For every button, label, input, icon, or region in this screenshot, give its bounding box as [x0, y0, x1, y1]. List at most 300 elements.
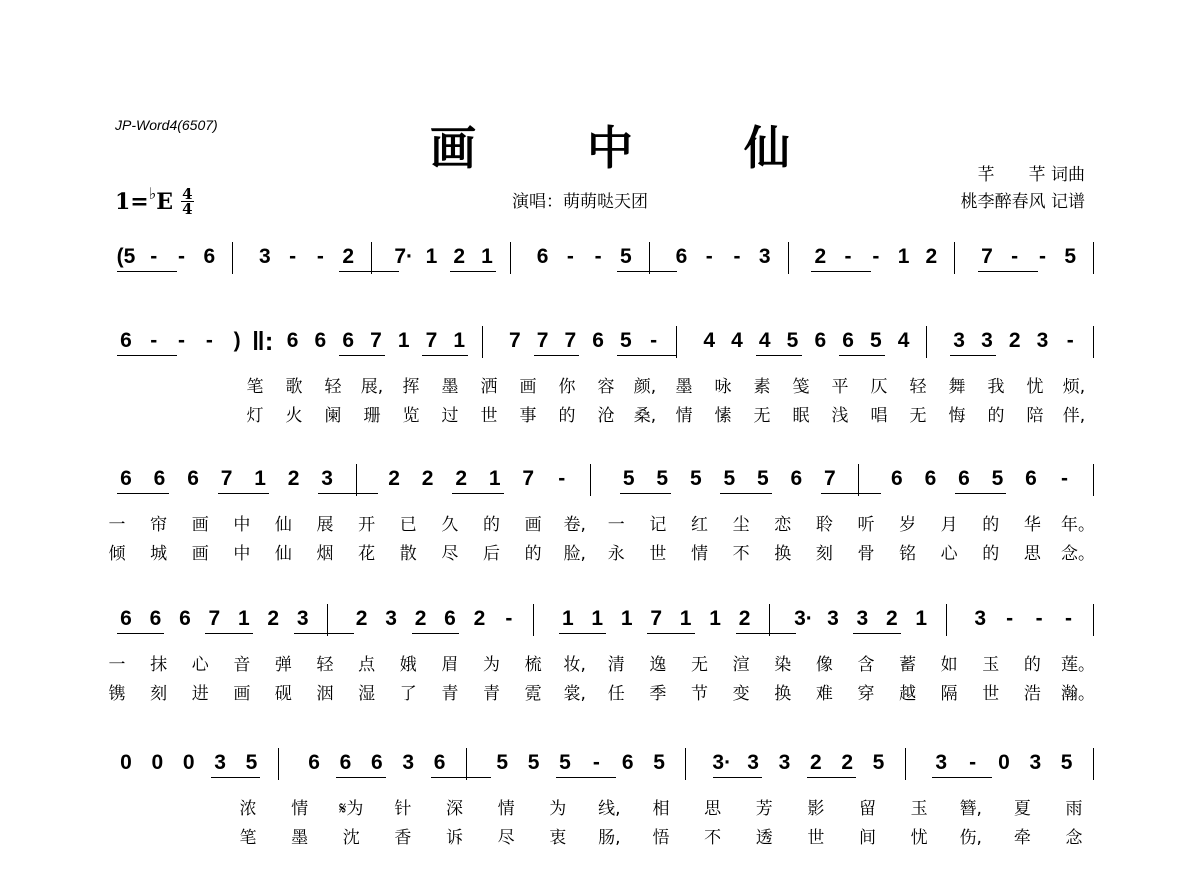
lyric-char: 镌 — [108, 684, 126, 704]
barline — [788, 242, 789, 274]
lyric-char: 霓 — [524, 684, 542, 704]
lyric-char: 情 — [291, 799, 309, 819]
lyric-char: 逸 — [649, 655, 667, 675]
note: 0 — [120, 751, 132, 774]
barline — [905, 748, 906, 780]
lyric-char: 浓 — [239, 799, 257, 819]
lyric-char: 后 — [482, 544, 500, 564]
lyric-char: 中 — [233, 544, 251, 564]
lyric-char: 心 — [940, 544, 958, 564]
dash-note: - — [594, 245, 602, 268]
note: 3 — [385, 607, 397, 630]
time-top: 4 — [182, 185, 193, 203]
transcriber-credit: 桃李醉春风 记谱 — [960, 192, 1085, 212]
beam-line — [811, 271, 871, 272]
barline — [649, 242, 650, 274]
song-title — [430, 112, 790, 178]
singer-credit: 演唱：萌萌哒天团 — [512, 192, 648, 212]
lyric-char: 月 — [940, 515, 958, 535]
barline — [278, 748, 279, 780]
note: 6 — [675, 245, 688, 268]
note: 2 — [421, 467, 434, 490]
beam-line — [955, 493, 1007, 494]
note: 5 — [559, 751, 571, 774]
note: 6 — [339, 751, 352, 774]
beam-line — [720, 493, 772, 494]
title-char: 中 — [587, 121, 633, 175]
note: 1 — [488, 467, 501, 490]
note: 2 — [814, 245, 827, 268]
note: 6 — [153, 467, 166, 490]
lyric-char: 世 — [649, 544, 667, 564]
beam-line — [821, 493, 881, 494]
lyric-char: 抹 — [150, 655, 168, 675]
note: 2 — [287, 467, 300, 490]
note: 3 — [747, 751, 759, 774]
lyric-char: 玉 — [982, 655, 1000, 675]
lyric-char: 弹 — [274, 655, 292, 675]
lyric-char: 情 — [497, 799, 515, 819]
lyric-char: 灯 — [246, 406, 264, 426]
beam-line — [117, 355, 177, 356]
key-prefix: 1= — [115, 188, 149, 215]
lyric-char: 散 — [399, 544, 417, 564]
dash-note: - — [705, 245, 713, 268]
lyric-char: 烦, — [1062, 377, 1086, 397]
dash-note: - — [1035, 607, 1043, 630]
lyric-char: 变 — [732, 684, 750, 704]
note: 1 — [679, 607, 692, 630]
note: 6 — [342, 329, 354, 352]
note: 2 — [414, 607, 427, 630]
lyric-char: 的 — [982, 544, 1000, 564]
lyric-char: 玉 — [910, 799, 928, 819]
beam-line — [218, 493, 270, 494]
beam-line — [336, 777, 385, 778]
lyric-char: 芳 — [755, 799, 773, 819]
lyric-char: 帘 — [150, 515, 168, 535]
lyric-char: 像 — [815, 655, 833, 675]
lyric-char: 忧 — [910, 828, 928, 848]
dash-note: - — [1066, 329, 1074, 352]
beam-line — [932, 777, 992, 778]
dash-note: - — [1006, 607, 1014, 630]
lyric-char: 平 — [831, 377, 849, 397]
key-note: E — [156, 188, 174, 215]
note: 3 — [1029, 751, 1042, 774]
note: 5 — [245, 751, 258, 774]
note: 3· — [794, 607, 813, 630]
lyric-char: 洇 — [316, 684, 334, 704]
dash-note: - — [558, 467, 566, 490]
note: 5 — [620, 245, 632, 268]
lyric-char: 思 — [704, 799, 722, 819]
note: 6 — [149, 607, 162, 630]
lyric-char: 节 — [691, 684, 709, 704]
lyric-char: 桑, — [633, 406, 657, 426]
note: 2 — [1008, 329, 1021, 352]
note: 3· — [712, 751, 732, 774]
note: 4 — [731, 329, 743, 352]
note: 3 — [856, 607, 869, 630]
lyric-char: 越 — [899, 684, 917, 704]
dash-note: - — [1038, 245, 1046, 268]
lyric-char: 沈 — [342, 828, 360, 848]
note: 6 — [592, 329, 604, 352]
note: 5 — [656, 467, 669, 490]
note: 7 — [564, 329, 577, 352]
lyric-char: 如 — [940, 655, 958, 675]
lyric-char: 穿 — [857, 684, 875, 704]
lyric-char: 洒 — [480, 377, 498, 397]
lyric-char: 浩 — [1023, 684, 1041, 704]
note: 2 — [455, 467, 468, 490]
barline — [1093, 604, 1094, 636]
dash-note: - — [844, 245, 852, 268]
barline — [466, 748, 467, 780]
note: 6 — [444, 607, 456, 630]
barline — [926, 326, 927, 358]
beam-line — [534, 355, 580, 356]
dash-note: - — [316, 245, 324, 268]
barline — [1093, 748, 1094, 780]
lyric-char: 伴, — [1062, 406, 1086, 426]
note: 5 — [653, 751, 665, 774]
lyric-char: 间 — [859, 828, 876, 848]
title-char: 画 — [430, 121, 476, 175]
lyric-char: 一 — [108, 515, 126, 535]
lyric-char: 隔 — [940, 684, 958, 704]
note: 6 — [179, 607, 191, 630]
note: 5 — [1064, 245, 1077, 268]
score-row — [0, 466, 1200, 586]
time-signature — [181, 187, 193, 216]
note: 6 — [924, 467, 937, 490]
note: 3 — [935, 751, 948, 774]
lyric-char: 点 — [358, 655, 376, 675]
lyric-char: 仙 — [274, 544, 292, 564]
note: 2 — [473, 607, 486, 630]
note: 5 — [620, 329, 632, 352]
lyric-char: 情 — [675, 406, 693, 426]
dash-note: - — [650, 329, 658, 352]
lyric-char: 烟 — [316, 544, 334, 564]
lyric-char: 雨 — [1065, 799, 1083, 819]
lyric-char: 展 — [316, 515, 334, 535]
note: 5 — [869, 329, 882, 352]
note: 3 — [214, 751, 226, 774]
note: 5 — [991, 467, 1004, 490]
beam-line — [205, 633, 252, 634]
beam-line — [339, 271, 399, 272]
beam-line — [617, 355, 677, 356]
note: 3 — [321, 467, 333, 490]
lyric-char: 开 — [358, 515, 376, 535]
lyric-char: 墨 — [291, 828, 309, 848]
lyric-char: 裳, — [563, 684, 586, 704]
lyric-char: 尘 — [732, 515, 750, 535]
note: 7· — [394, 245, 414, 268]
note: 6 — [120, 467, 132, 490]
note: 7 — [508, 329, 521, 352]
note: 0 — [998, 751, 1010, 774]
lyric-char: 事 — [519, 406, 537, 426]
lyric-char: 仄 — [870, 377, 888, 397]
lyric-char: 浅 — [831, 406, 849, 426]
lyric-char: 一 — [607, 515, 625, 535]
note: 6 — [120, 329, 132, 352]
note: 4 — [703, 329, 716, 352]
dash-note: - — [1065, 607, 1073, 630]
note: 6 — [891, 467, 903, 490]
barline — [858, 464, 859, 496]
flat-sign: ♭ — [148, 184, 157, 203]
lyric-char: 了 — [399, 684, 417, 704]
beam-line — [853, 633, 900, 634]
lyric-char: 染 — [774, 655, 792, 675]
note: 6 — [286, 329, 299, 352]
barline — [533, 604, 534, 636]
lyric-char: 挥 — [402, 377, 420, 397]
lyric-char: 画 — [233, 684, 251, 704]
lyric-char: 莲。 — [1061, 655, 1095, 675]
note: 6 — [621, 751, 634, 774]
note: 1 — [481, 245, 493, 268]
lyric-char: 任 — [607, 684, 625, 704]
lyric-char: 湿 — [358, 684, 376, 704]
lyric-char: 进 — [191, 684, 209, 704]
lyric-char: 青 — [482, 684, 500, 704]
lyric-char: 恋 — [774, 515, 792, 535]
lyric-char: 悔 — [948, 406, 966, 426]
dash-note: - — [1011, 245, 1019, 268]
lyric-char: 含 — [857, 655, 875, 675]
lyric-char: 唱 — [870, 406, 888, 426]
lyric-char: 脸, — [563, 544, 586, 564]
lyric-char: 画 — [519, 377, 537, 397]
beam-line — [617, 271, 677, 272]
lyric-char: 的 — [558, 406, 576, 426]
lyric-char: 笔 — [246, 377, 264, 397]
lyric-char: 念。 — [1061, 544, 1095, 564]
note: 2 — [809, 751, 822, 774]
note: 1 — [915, 607, 928, 630]
barline — [685, 748, 686, 780]
beam-line — [807, 777, 856, 778]
note: 2 — [388, 467, 400, 490]
lyric-char: 已 — [399, 515, 417, 535]
lyric-char: 渲 — [732, 655, 750, 675]
note: 6 — [203, 245, 216, 268]
lyric-char: 城 — [150, 544, 168, 564]
dash-note: - — [178, 245, 186, 268]
lyric-char: 深 — [446, 799, 463, 819]
dash-note: - — [872, 245, 880, 268]
lyric-char: 清 — [607, 655, 625, 675]
lyric-char: 诉 — [446, 828, 463, 848]
dash-note: - — [505, 607, 513, 630]
score-row — [0, 606, 1200, 726]
note: 2 — [342, 245, 354, 268]
note: 1 — [237, 607, 250, 630]
title-char: 仙 — [744, 121, 790, 175]
source-label: JP-Word4(6507) — [115, 117, 218, 133]
note: 2 — [453, 245, 466, 268]
lyric-char: 阑 — [324, 406, 342, 426]
lyric-char: 𝄋为 — [339, 799, 364, 819]
lyric-char: 画 — [191, 515, 209, 535]
lyric-char: 的 — [982, 515, 1000, 535]
dash-note: - — [969, 751, 977, 774]
note: 4 — [897, 329, 910, 352]
beam-line — [422, 355, 468, 356]
lyric-char: 墨 — [675, 377, 693, 397]
lyric-char: 簪, — [959, 799, 982, 819]
beam-line — [117, 271, 177, 272]
barline — [1093, 326, 1094, 358]
barline — [232, 242, 233, 274]
lyric-char: 影 — [807, 799, 825, 819]
lyric-char: 世 — [807, 828, 825, 848]
note: 6 — [814, 329, 827, 352]
lyric-char: 听 — [857, 515, 875, 535]
note: 3 — [296, 607, 309, 630]
barline — [482, 326, 483, 358]
lyricist-credit: 芊 芊 词曲 — [977, 165, 1085, 185]
note: 1 — [620, 607, 633, 630]
lyric-char: 记 — [649, 515, 667, 535]
note: 6 — [958, 467, 970, 490]
lyric-char: 忧 — [1026, 377, 1044, 397]
key-signature — [115, 184, 194, 218]
note: 5 — [786, 329, 799, 352]
note: 6 — [842, 329, 854, 352]
lyric-char: 刻 — [815, 544, 833, 564]
beam-line — [839, 355, 885, 356]
beam-line — [620, 493, 672, 494]
lyric-char: 墨 — [441, 377, 459, 397]
lyric-char: 不 — [704, 828, 722, 848]
lyric-char: 中 — [233, 515, 251, 535]
note: 6 — [187, 467, 199, 490]
note: 6 — [120, 607, 132, 630]
note: ) — [233, 329, 241, 352]
lyric-char: 舞 — [948, 377, 966, 397]
dash-note: - — [150, 329, 158, 352]
dash-note: - — [205, 329, 213, 352]
lyric-char: 尽 — [441, 544, 459, 564]
lyric-char: 悟 — [652, 828, 670, 848]
barline — [371, 242, 372, 274]
lyric-char: 为 — [482, 655, 500, 675]
note: 5 — [496, 751, 509, 774]
lyric-char: 思 — [1023, 544, 1041, 564]
note: 3 — [1036, 329, 1049, 352]
lyric-char: 砚 — [274, 684, 292, 704]
lyric-char: 笺 — [792, 377, 810, 397]
beam-line — [647, 633, 694, 634]
beam-line — [556, 777, 616, 778]
lyric-char: 咏 — [714, 377, 732, 397]
note: 6 — [370, 751, 383, 774]
note: 5 — [1060, 751, 1073, 774]
dash-note: - — [289, 245, 297, 268]
time-bottom: 4 — [182, 200, 193, 218]
lyric-char: 容 — [597, 377, 615, 397]
lyric-char: 透 — [755, 828, 773, 848]
note: 3 — [974, 607, 987, 630]
note: 5 — [689, 467, 702, 490]
lyric-char: 妆, — [563, 655, 586, 675]
note: 5 — [756, 467, 769, 490]
lyric-char: 心 — [191, 655, 209, 675]
dash-note: - — [178, 329, 186, 352]
lyric-char: 我 — [987, 377, 1005, 397]
note: 6 — [308, 751, 320, 774]
note: 0 — [182, 751, 195, 774]
lyric-char: 永 — [607, 544, 625, 564]
lyric-char: 难 — [815, 684, 833, 704]
lyric-char: 华 — [1023, 515, 1041, 535]
note: 1 — [591, 607, 604, 630]
lyric-char: 娥 — [399, 655, 417, 675]
dash-note: - — [566, 245, 574, 268]
note: 6 — [790, 467, 803, 490]
note: 3 — [259, 245, 271, 268]
lyric-char: 展, — [360, 377, 384, 397]
note: 1 — [425, 245, 438, 268]
lyric-char: 念 — [1065, 828, 1083, 848]
lyric-char: 轻 — [909, 377, 927, 397]
lyric-char: 铭 — [899, 544, 917, 564]
lyric-char: 一 — [108, 655, 126, 675]
note: 7 — [650, 607, 663, 630]
lyric-char: 素 — [753, 377, 771, 397]
barline — [946, 604, 947, 636]
lyric-char: 年。 — [1061, 515, 1095, 535]
note: 1 — [397, 329, 410, 352]
lyric-char: 览 — [402, 406, 420, 426]
lyric-char: 的 — [482, 515, 500, 535]
note: 5 — [872, 751, 885, 774]
beam-line — [713, 777, 762, 778]
note: 1 — [709, 607, 721, 630]
lyric-char: 为 — [549, 799, 567, 819]
note: 7 — [824, 467, 836, 490]
note: 7 — [220, 467, 233, 490]
beam-line — [559, 633, 606, 634]
dash-note: - — [592, 751, 600, 774]
lyric-char: 画 — [524, 515, 542, 535]
barline — [590, 464, 591, 496]
lyric-char: 眉 — [441, 655, 459, 675]
dash-note: - — [1060, 467, 1068, 490]
lyric-char: 仙 — [274, 515, 292, 535]
barline — [954, 242, 955, 274]
note: 3 — [827, 607, 839, 630]
score-row — [0, 750, 1200, 870]
beam-line — [339, 355, 385, 356]
note: 2 — [355, 607, 368, 630]
note: 7 — [370, 329, 382, 352]
lyric-char: 沧 — [597, 406, 615, 426]
beam-line — [431, 777, 491, 778]
lyric-char: 陪 — [1026, 406, 1044, 426]
lyric-char: 针 — [394, 799, 412, 819]
lyric-char: 无 — [909, 406, 927, 426]
beam-line — [318, 493, 378, 494]
note: 2 — [925, 245, 938, 268]
